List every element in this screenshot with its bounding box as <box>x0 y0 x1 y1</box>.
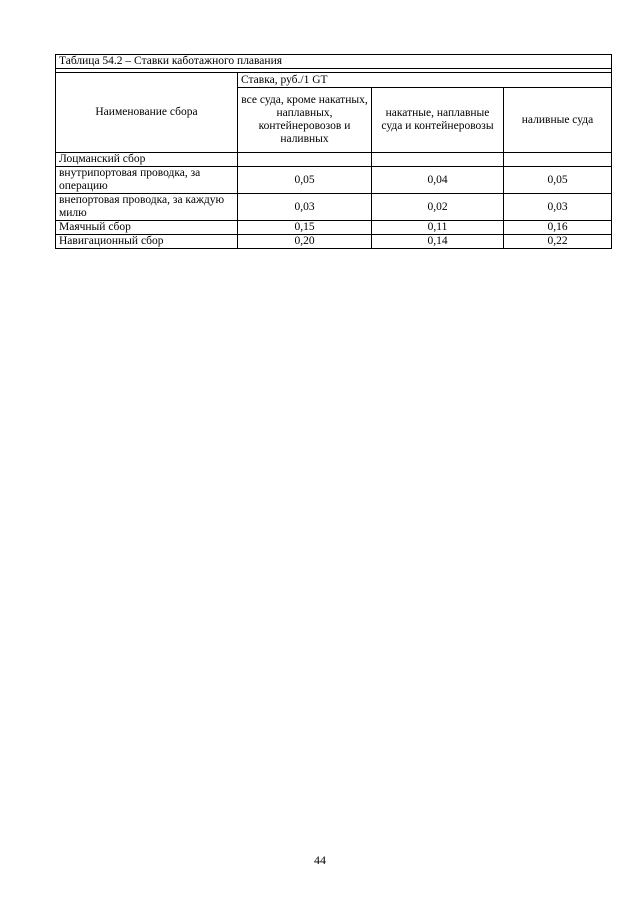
header-column-tankers: наливные суда <box>504 88 612 153</box>
header-fee-name: Наименование сбора <box>56 73 238 153</box>
header-column-roro-container: накатные, наплавные суда и контейнеровозы <box>372 88 504 153</box>
table-row <box>56 194 612 221</box>
row-value: 0,05 <box>504 167 612 194</box>
table-row <box>56 221 612 235</box>
row-value: 0,14 <box>372 235 504 249</box>
table-row <box>56 167 612 194</box>
row-value: 0,03 <box>238 194 372 221</box>
row-label: внепортовая проводка, за каждую милю <box>56 194 238 221</box>
row-label: внутрипортовая проводка, за операцию <box>56 167 238 194</box>
row-value: 0,15 <box>238 221 372 235</box>
row-value: 0,20 <box>238 235 372 249</box>
row-value: 0,16 <box>504 221 612 235</box>
row-label: Маячный сбор <box>56 221 238 235</box>
row-value: 0,05 <box>238 167 372 194</box>
header-column-all-vessels: все суда, кроме накатных, наплавных, контейнеровозов и наливных <box>238 88 372 153</box>
empty-cell <box>504 153 612 167</box>
empty-cell <box>238 153 372 167</box>
empty-cell <box>372 153 504 167</box>
page-number: 44 <box>314 853 326 867</box>
table-caption: Таблица 54.2 – Ставки каботажного плавания <box>56 55 612 69</box>
row-value: 0,11 <box>372 221 504 235</box>
table-row <box>56 235 612 249</box>
header-rate-group: Ставка, руб./1 GT <box>238 73 612 88</box>
row-value: 0,03 <box>504 194 612 221</box>
rates-table <box>55 54 612 249</box>
row-value: 0,22 <box>504 235 612 249</box>
section-pilotage: Лоцманский сбор <box>56 153 238 167</box>
row-value: 0,02 <box>372 194 504 221</box>
row-value: 0,04 <box>372 167 504 194</box>
row-label: Навигационный сбор <box>56 235 238 249</box>
